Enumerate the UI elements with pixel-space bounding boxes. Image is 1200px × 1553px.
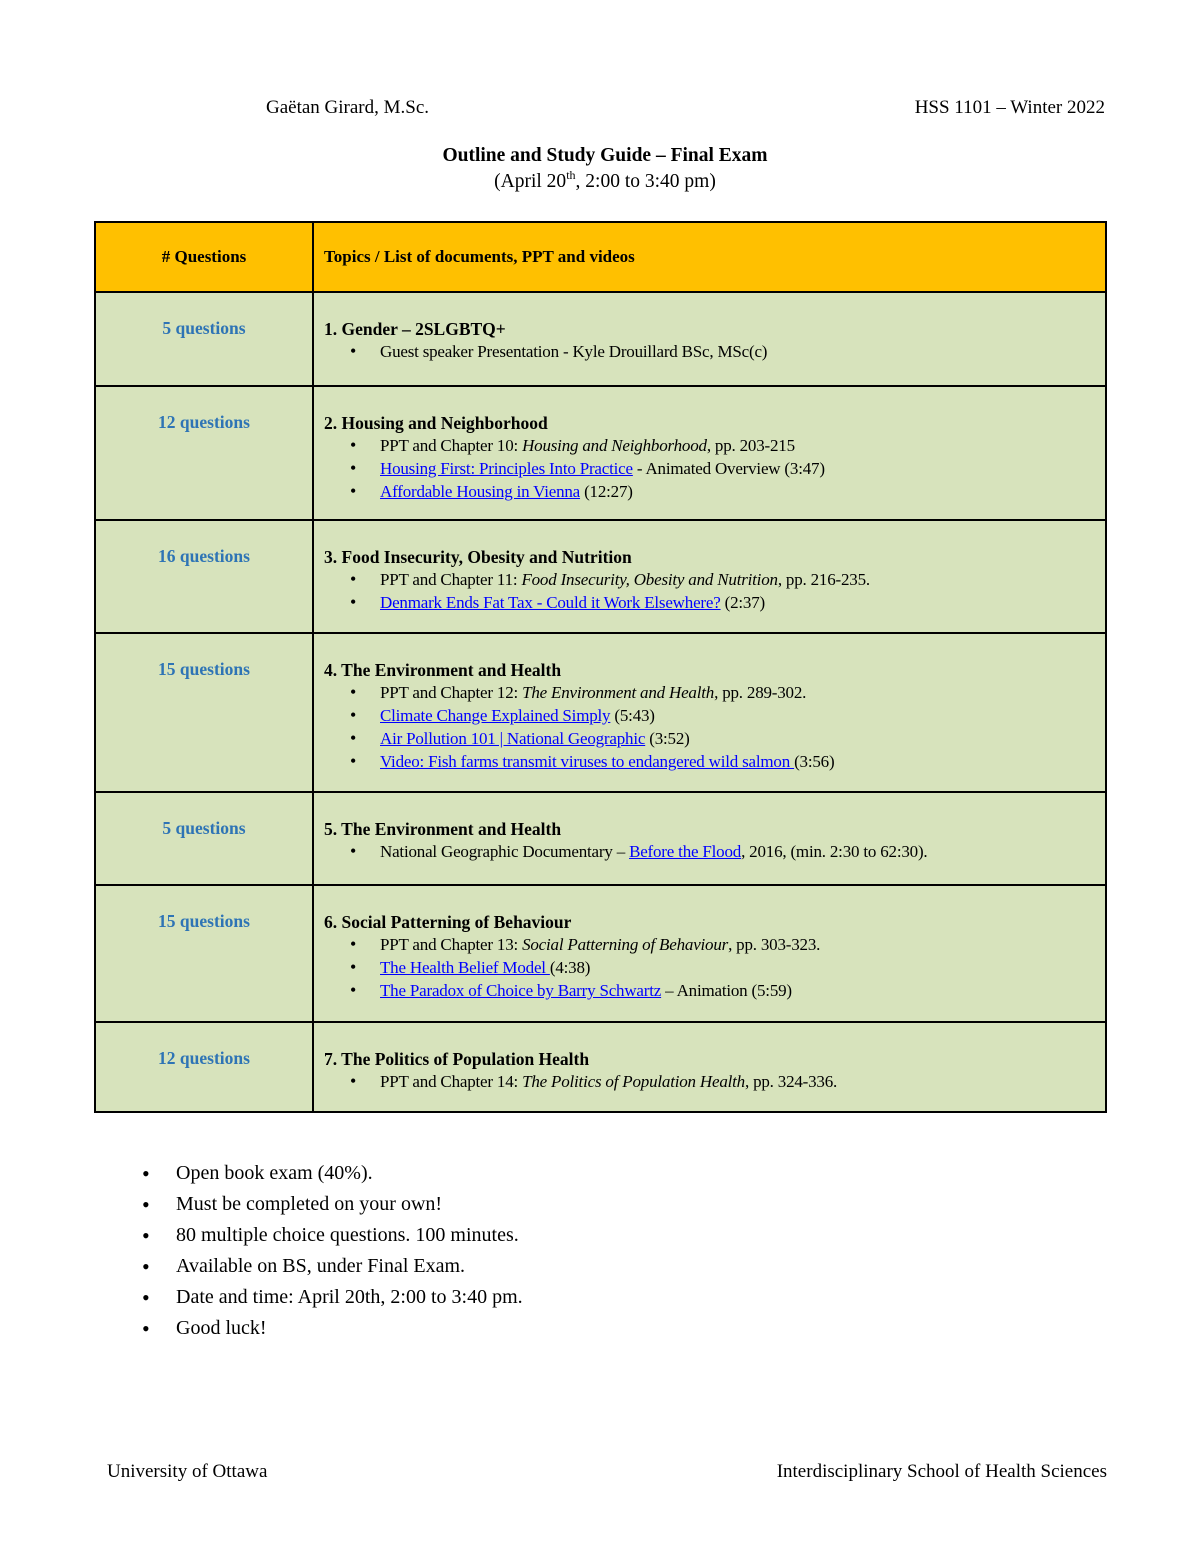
topic-cell xyxy=(313,520,1106,633)
page-title: Outline and Study Guide – Final Exam xyxy=(442,145,768,166)
list-item xyxy=(350,704,1095,727)
question-count-cell xyxy=(95,292,313,386)
item-detail: - Animated Overview (3:47) xyxy=(632,459,825,478)
note-item: • Must be completed on your own! xyxy=(142,1189,523,1220)
topic-title: 5. The Environment and Health xyxy=(324,819,562,839)
topic-title: 2. Housing and Neighborhood xyxy=(324,413,548,433)
item-detail: , pp. 216-235. xyxy=(777,570,870,589)
subtitle-sup: th xyxy=(566,168,576,182)
exam-outline-table xyxy=(94,221,1107,1113)
question-count: 5 questions xyxy=(162,318,246,338)
video-link[interactable]: Denmark Ends Fat Tax - Could it Work Elsewhere? xyxy=(380,593,721,612)
topic-items xyxy=(324,340,1095,363)
question-count: 12 questions xyxy=(158,412,250,432)
item-chapter-title: Food Insecurity, Obesity and Nutrition xyxy=(521,570,778,589)
item-chapter-title: Housing and Neighborhood xyxy=(522,436,707,455)
subtitle-prefix: (April 20 xyxy=(494,171,567,192)
table-row xyxy=(95,292,1106,386)
topic-items xyxy=(324,1070,1095,1093)
table-row xyxy=(95,1022,1106,1112)
item-text: PPT and Chapter 10: xyxy=(380,436,523,455)
item-detail: (4:38) xyxy=(549,958,591,977)
question-count-cell xyxy=(95,885,313,1022)
item-text: PPT and Chapter 12: xyxy=(380,683,523,702)
topic-items xyxy=(324,434,1095,503)
topic-cell xyxy=(313,386,1106,520)
video-link[interactable]: Video: Fish farms transmit viruses to endangered wild salmon xyxy=(380,752,795,771)
table-row xyxy=(95,885,1106,1022)
topic-title: 3. Food Insecurity, Obesity and Nutrition xyxy=(324,547,632,567)
video-link[interactable]: Before the Flood xyxy=(629,842,742,861)
list-item xyxy=(350,840,1095,863)
item-text: PPT and Chapter 14: xyxy=(380,1072,523,1091)
video-link[interactable]: Affordable Housing in Vienna xyxy=(380,482,581,501)
video-link[interactable]: The Paradox of Choice by Barry Schwartz xyxy=(380,981,662,1000)
item-text: National Geographic Documentary – xyxy=(380,842,630,861)
list-item xyxy=(350,956,1095,979)
note-item: • Date and time: April 20th, 2:00 to 3:40 pm. xyxy=(142,1282,523,1313)
table-row xyxy=(95,386,1106,520)
header-course: HSS 1101 – Winter 2022 xyxy=(914,97,1105,118)
topic-cell xyxy=(313,633,1106,792)
list-item xyxy=(350,750,1095,773)
topic-title: 4. The Environment and Health xyxy=(324,660,562,680)
topic-title: 6. Social Patterning of Behaviour xyxy=(324,912,572,932)
topic-items xyxy=(324,840,1095,863)
item-chapter-title: Social Patterning of Behaviour xyxy=(522,935,729,954)
list-item xyxy=(350,340,1095,363)
video-link[interactable]: Climate Change Explained Simply xyxy=(380,706,611,725)
question-count-cell xyxy=(95,386,313,520)
item-text: PPT and Chapter 11: xyxy=(380,570,522,589)
question-count-cell xyxy=(95,1022,313,1112)
list-item xyxy=(350,1070,1095,1093)
item-detail: , pp. 324-336. xyxy=(744,1072,838,1091)
video-link[interactable]: The Health Belief Model xyxy=(380,958,550,977)
item-detail: (5:43) xyxy=(610,706,655,725)
question-count-cell xyxy=(95,520,313,633)
item-detail: , pp. 203-215 xyxy=(706,436,795,455)
item-detail: (3:52) xyxy=(645,729,690,748)
item-detail: , pp. 289-302. xyxy=(714,683,807,702)
list-item xyxy=(350,681,1095,704)
item-detail: , 2016, (min. 2:30 to 62:30). xyxy=(741,842,928,861)
question-count: 5 questions xyxy=(162,818,246,838)
question-count: 15 questions xyxy=(158,911,250,931)
note-item: • Available on BS, under Final Exam. xyxy=(142,1251,523,1282)
note-item: • 80 multiple choice questions. 100 minutes. xyxy=(142,1220,523,1251)
table-header-row xyxy=(95,222,1106,292)
item-detail: (3:56) xyxy=(794,752,835,771)
topic-items xyxy=(324,568,1095,614)
question-count: 15 questions xyxy=(158,659,250,679)
note-item: • Good luck! xyxy=(142,1313,523,1344)
video-link[interactable]: Housing First: Principles Into Practice xyxy=(380,459,633,478)
footer-school: Interdisciplinary School of Health Sciences xyxy=(776,1461,1107,1482)
topic-title: 7. The Politics of Population Health xyxy=(324,1049,590,1069)
topic-cell xyxy=(313,885,1106,1022)
question-count: 16 questions xyxy=(158,546,250,566)
page-subtitle xyxy=(0,168,1200,193)
topic-title: 1. Gender – 2SLGBTQ+ xyxy=(324,319,506,339)
topic-cell xyxy=(313,1022,1106,1112)
list-item xyxy=(350,568,1095,591)
list-item xyxy=(350,933,1095,956)
topic-items xyxy=(324,933,1095,1002)
header-questions: # Questions xyxy=(95,222,313,292)
list-item xyxy=(350,591,1095,614)
question-count-cell xyxy=(95,792,313,885)
footer-university: University of Ottawa xyxy=(107,1461,268,1482)
exam-notes-list xyxy=(142,1158,523,1344)
header-topics: Topics / List of documents, PPT and videos xyxy=(313,222,1106,292)
table-row xyxy=(95,633,1106,792)
list-item xyxy=(350,480,1095,503)
list-item xyxy=(350,434,1095,457)
item-text: Guest speaker Presentation - Kyle Drouillard BSc, MSc(c) xyxy=(380,342,768,361)
topic-cell xyxy=(313,292,1106,386)
list-item xyxy=(350,727,1095,750)
video-link[interactable]: Air Pollution 101 | National Geographic xyxy=(380,729,646,748)
table-row xyxy=(95,520,1106,633)
item-chapter-title: The Environment and Health xyxy=(522,683,715,702)
header-author: Gaëtan Girard, M.Sc. xyxy=(266,97,430,118)
item-detail: – Animation (5:59) xyxy=(661,981,792,1000)
item-detail: (2:37) xyxy=(720,593,765,612)
subtitle-suffix: , 2:00 to 3:40 pm) xyxy=(575,171,716,192)
item-detail: (12:27) xyxy=(580,482,633,501)
list-item xyxy=(350,979,1095,1002)
item-text: PPT and Chapter 13: xyxy=(380,935,523,954)
item-chapter-title: The Politics of Population Health xyxy=(522,1072,745,1091)
list-item xyxy=(350,457,1095,480)
topic-cell xyxy=(313,792,1106,885)
question-count-cell xyxy=(95,633,313,792)
item-detail: , pp. 303-323. xyxy=(728,935,821,954)
note-item: • Open book exam (40%). xyxy=(142,1158,523,1189)
topic-items xyxy=(324,681,1095,773)
question-count: 12 questions xyxy=(158,1048,250,1068)
table-row xyxy=(95,792,1106,885)
